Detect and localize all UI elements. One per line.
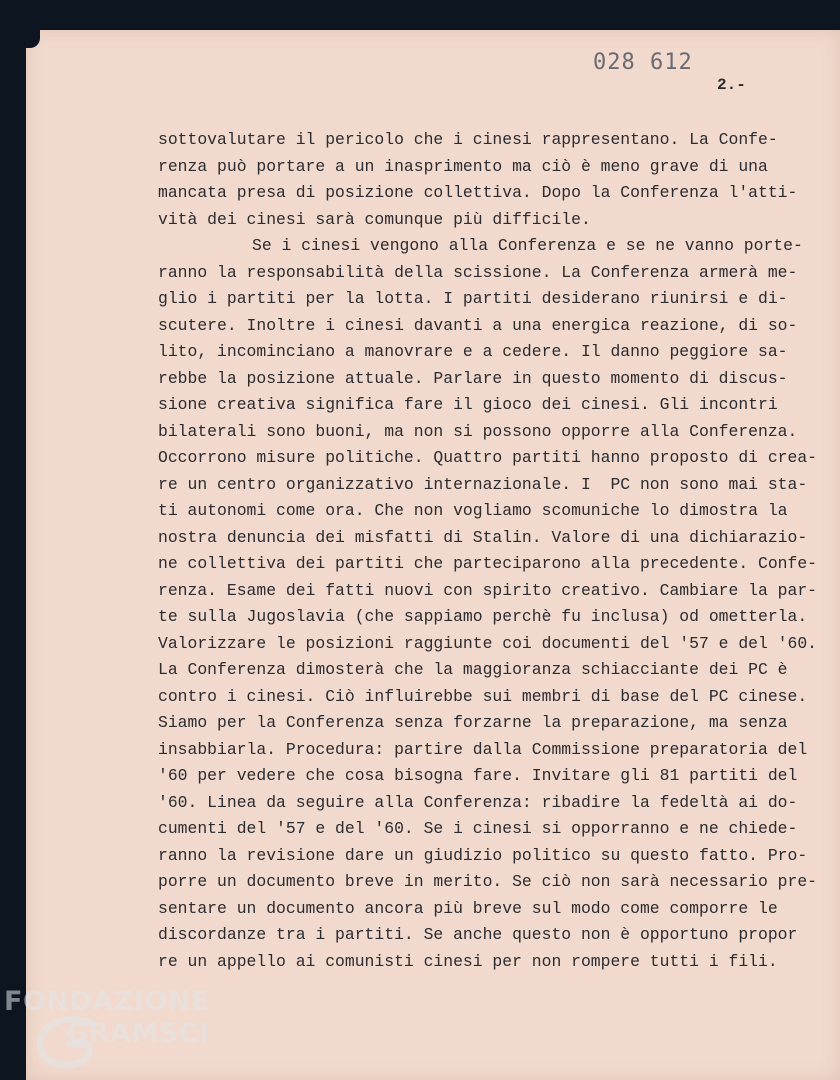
text-line: sentare un documento ancora più breve sul modo come comporre le [158, 898, 778, 918]
text-line: ti autonomi come ora. Che non vogliamo scomuniche lo dimostra la [158, 501, 788, 520]
text-line: insabbiarla. Procedura: partire dalla Commissione preparatoria del [158, 739, 808, 759]
text-line: sottovalutare il pericolo che i cinesi rappresentano. La Confe- [158, 130, 778, 149]
text-line: Siamo per la Conferenza senza forzarne la preparazione, ma senza [158, 713, 788, 732]
text-line: re un appello ai comunisti cinesi per non rompere tutti i fili. [158, 951, 778, 971]
text-line: '60. Linea da seguire alla Conferenza: ribadire la fedeltà ai do- [158, 792, 798, 812]
text-line: rebbe la posizione attuale. Parlare in questo momento di discus- [158, 368, 788, 388]
text-line: mancata presa di posizione collettiva. Dopo la Conferenza l'atti- [158, 183, 798, 202]
text-line: bilaterali sono buoni, ma non si possono opporre alla Conferenza. [158, 421, 798, 441]
text-line: nostra denuncia dei misfatti di Stalin. Valore di una dichiarazio- [158, 527, 808, 547]
page-number: 2.- [717, 76, 746, 94]
text-line: cumenti del '57 e del '60. Se i cinesi si opporranno e ne chiede- [158, 819, 798, 838]
archive-stamp-number: 028 612 [593, 50, 693, 75]
text-line: te sulla Jugoslavia (che sappiamo perchè fu inclusa) od ometterla. [158, 607, 808, 626]
text-line: Occorrono misure politiche. Quattro partiti hanno proposto di crea- [158, 448, 818, 467]
fondazione-gramsci-watermark [4, 986, 224, 1076]
text-line: ne collettiva dei partiti che parteciparono alla precedente. Confe- [158, 554, 818, 573]
text-line: scutere. Inoltre i cinesi davanti a una energica reazione, di so- [158, 315, 798, 335]
text-line: Se i cinesi vengono alla Conferenza e se ne vanno porte- [252, 236, 803, 255]
text-line: porre un documento breve in merito. Se ciò non sarà necessario pre- [158, 872, 818, 891]
watermark-line-1: FONDAZIONE [4, 986, 210, 1017]
text-line: contro i cinesi. Ciò influirebbe sui membri di base del PC cinese. [158, 686, 808, 706]
text-line: Valorizzare le posizioni raggiunte coi documenti del '57 e del '60. [158, 633, 818, 653]
text-line: sione creativa significa fare il gioco dei cinesi. Gli incontri [158, 395, 778, 414]
text-line: lito, incominciano a manovrare e a cedere. Il danno peggiore sa- [158, 342, 788, 361]
text-line: ranno la responsabilità della scissione. La Conferenza armerà me- [158, 262, 798, 282]
typewritten-text-body [158, 127, 818, 975]
text-line: ranno la revisione dare un giudizio politico su questo fatto. Pro- [158, 845, 808, 865]
text-line: vità dei cinesi sarà comunque più difficile. [158, 209, 591, 229]
text-line: re un centro organizzativo internazionale. I PC non sono mai sta- [158, 474, 808, 494]
text-line: glio i partiti per la lotta. I partiti desiderano riunirsi e di- [158, 289, 788, 308]
watermark-small-text: ONLUS [169, 1052, 193, 1060]
text-line: discordanze tra i partiti. Se anche questo non è opportuno propor [158, 925, 798, 944]
watermark-line-2: GRAMSCI [66, 1018, 210, 1049]
text-line: renza può portare a un inasprimento ma ciò è meno grave di una [158, 156, 768, 176]
text-line: '60 per vedere che cosa bisogna fare. Invitare gli 81 partiti del [158, 766, 798, 785]
text-line: renza. Esame dei fatti nuovi con spirito creativo. Cambiare la par- [158, 580, 818, 600]
text-line: La Conferenza dimosterà che la maggioranza schiacciante dei PC è [158, 660, 788, 679]
